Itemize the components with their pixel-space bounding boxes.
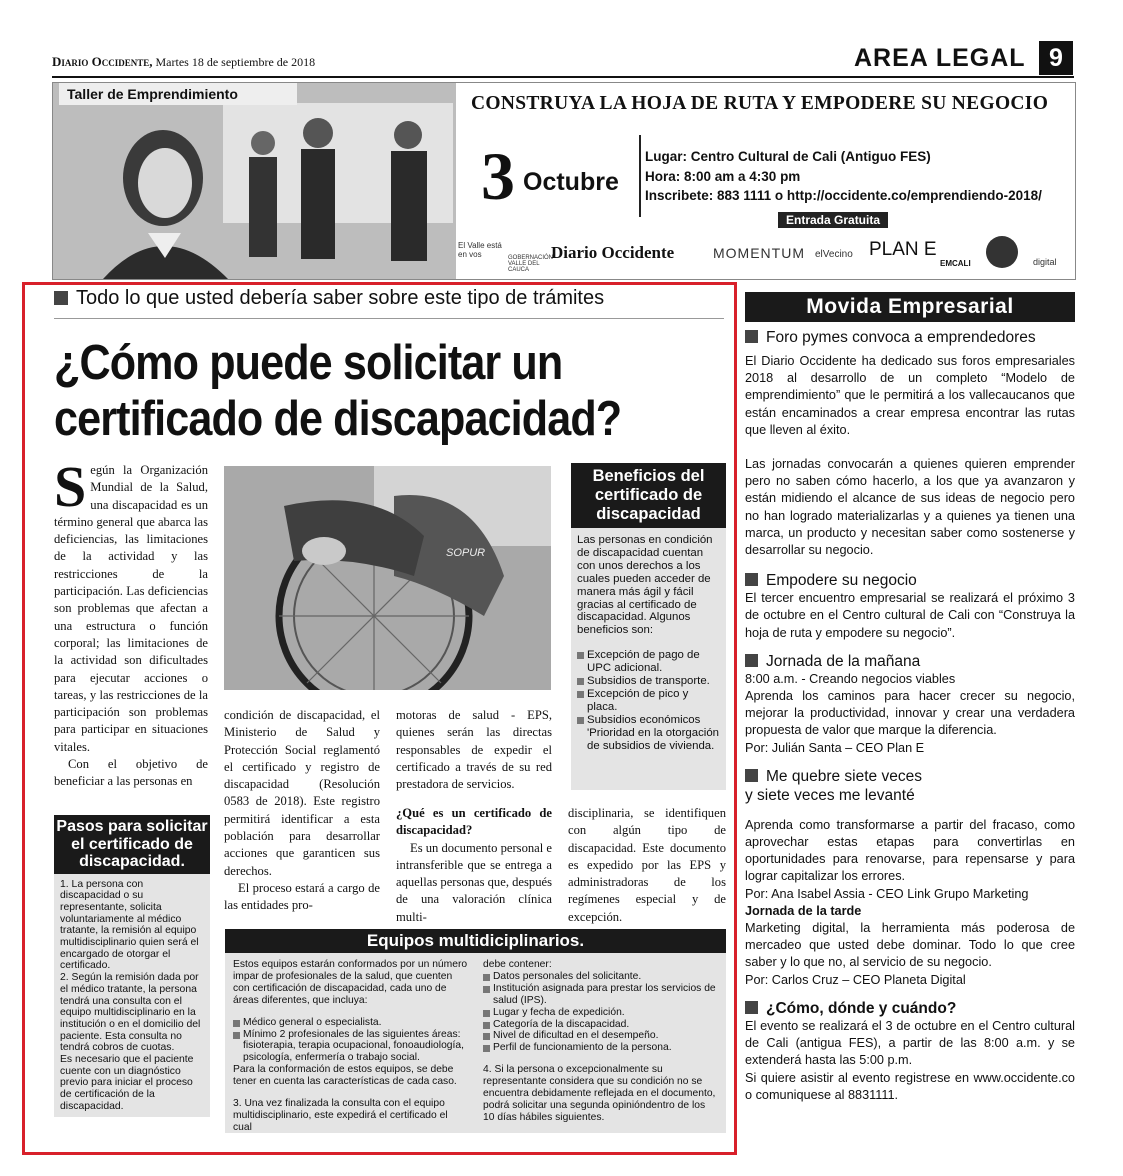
wheelchair-photo [224,466,551,690]
event-time: Hora: 8:00 am a 4:30 pm [645,168,801,184]
event-banner [52,82,1076,280]
list-item: Excepción de pago de UPC adicional. [577,649,720,675]
event-info [645,147,1042,206]
section-heading: ¿Cómo, dónde y cuándo? [745,999,1075,1018]
steps-box [54,815,210,1117]
list-item: Mínimo 2 profesionales de las siguientes áreas: fisioterapia, terapia ocupacional, fonoaudiología, psicología, enfermería o trabajo social. [233,1029,469,1065]
benefits-title: Beneficios del certificado de discapacidad [571,463,726,528]
divider [639,135,641,217]
paper-name: Diario Occidente, [52,54,153,69]
article-kicker: Todo lo que usted debería saber sobre este tipo de trámites [54,287,604,310]
logo-elvecino: elVecino [815,249,853,260]
subheading: ¿Qué es un certificado de discapacidad? [396,806,552,838]
business-people-image [53,83,456,279]
wheelchair-image [224,466,551,690]
list-item: Nivel de dificultad en el desempeño. [483,1030,719,1042]
section-heading: Jornada de la mañana [745,652,1075,671]
steps-body: 1. La persona con discapacidad o su representante, solicita voluntariamente al médico tratante, la remisión al equipo multidisciplinario quien será el encargado de otorgar el certificado. 2. Según la remisión dada por el médico tratante, la persona tendrá una consulta con el equipo multidisciplinario en la institución o en el domicilio del paciente. Esta consulta no tendrá cobros de cuotas. Es necesario que el paciente cuente con un diagnóstico previo para iniciar el proceso de certificación de la discapacidad. [54,874,210,1117]
event-month: Octubre [523,168,619,196]
article-column-1: Según la Organización Mundial de la Salud, una discapacidad es un término general que abarca las deficiencias, las limitaciones de la actividad y las restricciones de la participación. Las deficiencias son problemas que afectan a una estructura o función corporal; las limitaciones de la actividad son dificultades para ejecutar acciones o tareas, y las restricciones de la participación son problemas para participar en situaciones vitales. Con el objetivo de beneficiar a las personas en [54,454,208,789]
article-column-2: condición de discapacidad, el Ministerio de Salud y Protección Social reglamentó el certificado y registro de discapacidad (Resolución 0583 de 2018). Este registro permitirá identificar a esta población para desarrollar acciones que garanticen sus derechos. El proceso estará a cargo de las entidades pro- [224,708,380,913]
teams-body [225,953,726,1133]
banner-label: Taller de Emprendimiento [59,83,297,105]
list-item: Datos personales del solicitante. [483,971,719,983]
benefits-body: Las personas en condición de discapacidad cuentan con unos derechos a los cuales pueden acceder de manera más ágil y fácil gracias al certificado de discapacidad. Algunos beneficios son: Excepción de pago de UPC adicional. Subsidios de transporte. Excepción de pico y placa. Subsidios económicos 'Prioridad en la otorgación de subsidios de vivienda. [571,528,726,790]
article-column-3b: ¿Qué es un certificado de discapacidad? Es un documento personal e intransferible que se entrega a aquellas personas que, después de una valoración clínica multi- [396,806,552,924]
event-day: 3 [481,138,515,214]
teams-title: Equipos multidiciplinarios. [225,929,726,953]
movida-column: Movida Empresarial Foro pymes convoca a emprendedores El Diario Occidente ha dedicado sus foros empresariales 2018 al desarrollo de un completo “Modelo de emprendimiento” que le permitirá a los vallecaucanos que están encaminados a crear empresa encontrar las rutas que lleven al éxito. Las jornadas convocarán a quienes quieren emprender pero no saben cómo hacerlo, a los que ya avanzaron y están midiendo el alcance de sus ideas de negocio pero no han logrado materializarlas y a quienes ya tienen una marca, un producto y necesitan saber como sostenerse y desarrollar su negocio. Empodere su negocio El tercer encuentro empresarial se realizará el próximo 3 de octubre en el Centro cultural de Cali con “Construya la hoja de ruta y empodere su negocio”. Jornada de la mañana 8:00 a.m. - Creando negocios viables Aprenda los caminos para hacer crecer su negocio, mejorar la productividad, innovar y crear una verdadera propuesta de valor que marque la diferencia. Por: Julián Santa – CEO Plan E Me quebre siete veces y siete veces me levanté Aprenda como transformarse a partir del fracaso, como aprovechar estas etapas para convertirlas en oportunidades para renovarse, para repensarse y para lograr capitalizar los errores. Por: Ana Isabel Assia - CEO Link Grupo Marketing Jornada de la tarde Marketing digital, la herramienta más poderosa de mercadeo que usted debe dominar. Todo lo que cree saber y lo que no, al servicio de su negocio. Por: Carlos Cruz – CEO Planeta Digital ¿Cómo, dónde y cuándo? El evento se realizará el 3 de octubre en el Centro cultural de Cali (antigua FES), a partir de las 8:00 a.m. y se extenderá hasta las 5:00 p.m. Si quiere asistir al evento registrese en www.occidente.co o comuniquese al 8831111. [745,292,1075,1104]
article-column-4: disciplinaria, se identifiquen con algún tipo de discapacidad. Este documento es expedido por las EPS y administradoras de los regímenes especial y de excepción. [568,806,726,924]
movida-title: Movida Empresarial [745,292,1075,322]
square-bullet-icon [54,291,68,305]
list-item: Médico general o especialista. [233,1017,469,1029]
logo-gobernacion: GOBERNACIÓN VALLE DEL CAUCA [508,255,554,273]
logo-emcali: EMCALI [940,259,971,268]
teams-column-1: Estos equipos estarán conformados por un número impar de profesionales de la salud, que cuenten con certificación de discapacidad, cada uno de áreas diferentes, que incluya: Médico general o especialista. Mínimo 2 profesionales de las siguientes áreas: fisioterapia, terapia ocupacional, fonoaudiología, psicología, enfermería o trabajo social. Para la conformación de estos equipos, se debe tener en cuenta las características de cada caso. 3. Una vez finalizada la consulta con el equipo multidisciplinario, este expedirá el certificado el cual [233,959,468,1133]
event-place: Lugar: Centro Cultural de Cali (Antiguo FES) [645,149,931,164]
section-heading: Empodere su negocio [745,571,1075,590]
square-bullet-icon [745,1001,758,1014]
page-number: 9 [1039,41,1073,75]
header-rule [52,76,1074,78]
shield-icon [986,236,1018,268]
list-item: Perfil de funcionamiento de la persona. [483,1042,719,1054]
benefits-list [577,649,720,752]
square-bullet-icon [745,573,758,586]
square-bullet-icon [745,330,758,343]
banner-title: CONSTRUYA LA HOJA DE RUTA Y EMPODERE SU NEGOCIO [471,93,1049,114]
list-item: Excepción de pico y placa. [577,688,720,714]
steps-title: Pasos para solicitar el certificado de discapacidad. [54,815,210,874]
list-item: Institución asignada para prestar los servicios de salud (IPS). [483,983,719,1007]
article-column-3: motoras de salud - EPS, quienes serán las directas responsables de expedir el certificado a través de su red prestadora de servicios. [396,708,552,792]
kicker-rule [54,318,724,319]
list-item: Lugar y fecha de expedición. [483,1007,719,1019]
article-headline: ¿Cómo puede solicitar un certificado de discapacidad? [54,336,622,446]
section-heading: Me quebre siete veces y siete veces me levanté [745,767,922,804]
logo-plane: PLAN E [869,239,937,260]
dropcap: S [54,454,87,519]
sponsor-logos [453,233,1073,273]
event-register[interactable]: Inscribete: 883 1111 o http://occidente.co/emprendiendo-2018/ [645,188,1042,203]
list-item: Subsidios económicos 'Prioridad en la otorgación de subsidios de vivienda. [577,714,720,753]
logo-elvalle: El Valle está en vos [458,241,502,259]
section-title: AREA LEGAL [854,44,1026,72]
free-entry-badge: Entrada Gratuita [778,212,888,228]
square-bullet-icon [745,769,758,782]
list-item: Subsidios de transporte. [577,675,720,688]
teams-column-2: debe contener: Datos personales del solicitante. Institución asignada para prestar los servicios de salud (IPS). Lugar y fecha de expedición. Categoría de la discapacidad. Nivel de dificultad en el desempeño. Perfil de funcionamiento de la persona. 4. Si la persona o excepcionalmente su representante considera que su condición no se encuentra debidamente reflejada en el documento, podrá solicitar una segunda opinióndentro de los 10 días hábiles siguientes. [483,959,719,1124]
issue-date: Martes 18 de septiembre de 2018 [155,55,316,69]
logo-diario: Diario Occidente [551,243,675,262]
list-item: Categoría de la discapacidad. [483,1019,719,1031]
masthead [52,54,315,70]
logo-momentum: MOMENTUM [713,245,805,261]
banner-photo [53,83,456,279]
subheading: Jornada de la tarde [745,903,862,918]
section-heading: Foro pymes convoca a emprendedores [745,328,1075,347]
logo-digital: digital [1033,257,1057,267]
square-bullet-icon [745,654,758,667]
brand-label: SOPUR [446,547,486,559]
benefits-box [571,463,726,790]
